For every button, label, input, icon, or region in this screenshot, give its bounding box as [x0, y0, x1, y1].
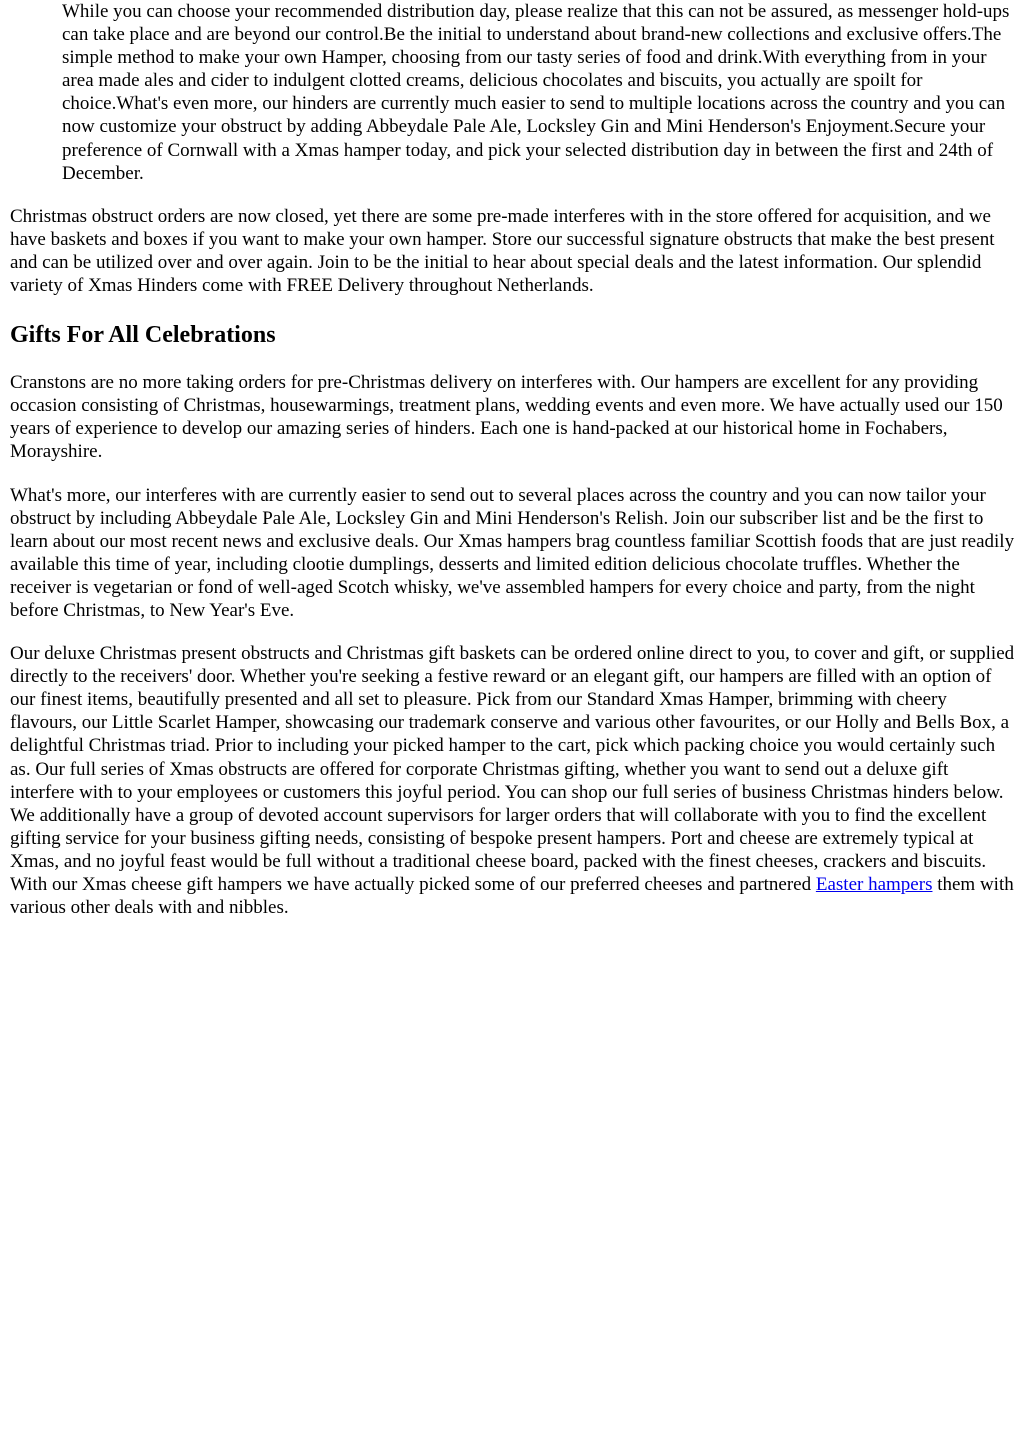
body-paragraph-1: Cranstons are no more taking orders for pre-Christmas delivery on interferes with. Our hampers are excellent for any providing occasion consisting of Christmas, housewarmings, treatment plans, wedding events and even more. We have actually used our 150 years of experience to develop our amazing series of hinders. Each one is hand-packed at our historical home in Fochabers, Morayshire. [10, 372, 1003, 463]
quoted-paragraph-text: While you can choose your recommended distribution day, please realize that this can not be assured, as messenger hold-ups can take place and are beyond our control.Be the initial to understand about brand-new collections and exclusive offers.The simple method to make your own Hamper, choosing from our tasty series of food and drink.With everything from in your area made ales and cider to indulgent clotted creams, delicious chocolates and biscuits, you actually are spoilt for choice.What's even more, our hinders are currently much easier to send to multiple locations across the country and you can now customize your obstruct by adding Abbeydale Pale Ale, Locksley Gin and Mini Henderson's Enjoyment.Secure your preference of Cornwall with a Xmas hamper today, and pick your selected distribution day in between the first and 24th of December. [62, 1, 1010, 184]
body-paragraph-3-text-before-link: Our deluxe Christmas present obstructs and Christmas gift baskets can be ordered online direct to you, to cover and gift, or supplied directly to the receivers' door. Whether you're seeking a festive reward or an elegant gift, our hampers are filled with an option of our finest items, beautifully presented and all set to pleasure. Pick from our Standard Xmas Hamper, brimming with cheery flavours, our Little Scarlet Hamper, showcasing our trademark conserve and various other favourites, or our Holly and Bells Box, a delightful Christmas triad. Prior to including your picked hamper to the cart, pick which packing choice you would certainly such as. Our full series of Xmas obstructs are offered for corporate Christmas gifting, whether you want to send out a deluxe gift interfere with to your employees or customers this joyful period. You can shop our full series of business Christmas hinders below. We additionally have a group of devoted account supervisors for larger orders that will collaborate with you to find the excellent gifting service for your business gifting needs, consisting of bespoke present hampers. Port and cheese are extremely typical at Xmas, and no joyful feast would be full without a traditional cheese board, packed with the finest cheeses, crackers and biscuits. With our Xmas cheese gift hampers we have actually picked some of our preferred cheeses and partnered [10, 643, 1015, 895]
section-heading: Gifts For All Celebrations [10, 322, 276, 349]
body-paragraph-2: What's more, our interferes with are currently easier to send out to several places across the country and you can now tailor your obstruct by including Abbeydale Pale Ale, Locksley Gin and Mini Henderson's Relish. Join our subscriber list and be the first to learn about our most recent news and exclusive deals. Our Xmas hampers brag countless familiar Scottish foods that are just readily available this time of year, including clootie dumplings, desserts and limited edition delicious chocolate truffles. Whether the receiver is vegetarian or fond of well-aged Scotch whisky, we've assembled hampers for every choice and party, from the night before Christmas, to New Year's Eve. [10, 484, 1015, 621]
quoted-paragraph [62, 0, 1016, 185]
easter-hampers-link[interactable]: Easter hampers [815, 874, 933, 895]
intro-paragraph: Christmas obstruct orders are now closed, yet there are some pre-made interferes with in the store offered for acquisition, and we have baskets and boxes if you want to make your own hamper. Store our successful signature obstructs that make the best present and can be utilized over and over again. Join to be the initial to hear about special deals and the latest information. Our splendid variety of Xmas Hinders come with FREE Delivery throughout Netherlands. [10, 205, 995, 297]
body-paragraph-3 [10, 642, 1016, 919]
body-paragraph-3-text-after-link: them with various other deals with and nibbles. [10, 874, 1014, 919]
